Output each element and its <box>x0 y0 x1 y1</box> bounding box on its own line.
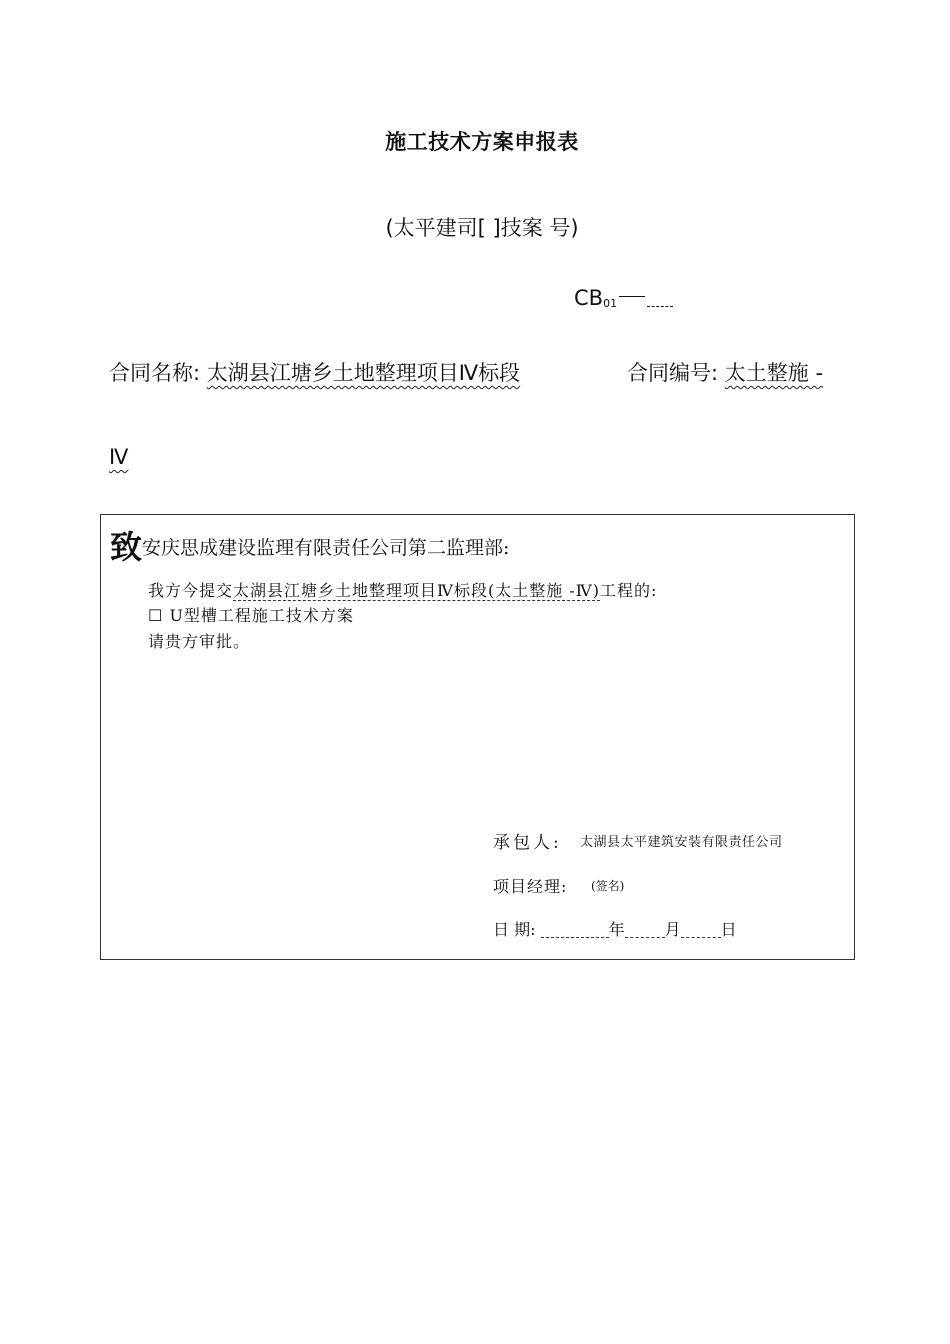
contractor-label: 承包人: <box>493 833 562 853</box>
date-day-label: 日 <box>720 920 737 939</box>
form-code <box>574 286 673 310</box>
plan-item-text: U型槽工程施工技术方案 <box>169 606 354 625</box>
plan-checkbox-icon[interactable]: ☐ <box>148 606 164 625</box>
contractor-value: 太湖县太平建筑安装有限责任公司 <box>580 835 783 850</box>
date-month-field[interactable] <box>625 921 665 938</box>
addressee-prefix: 致 <box>110 528 143 566</box>
form-code-dash <box>619 296 645 297</box>
approval-request: 请贵方审批。 <box>148 632 251 651</box>
form-code-blank <box>647 306 673 307</box>
submission-prefix: 我方今提交 <box>148 581 234 600</box>
addressee-line <box>110 522 509 568</box>
addressee-recipient: 安庆思成建设监理有限责任公司第二监理部: <box>142 537 510 559</box>
submission-project: 太湖县江塘乡土地整理项目Ⅳ标段(太土整施 -Ⅳ) <box>233 581 600 600</box>
date-month-label: 月 <box>664 920 681 939</box>
date-row <box>493 917 737 940</box>
form-subtitle: (太平建司[ ]技案 号) <box>385 216 579 240</box>
contract-no-label: 合同编号: <box>627 361 719 385</box>
project-manager-label: 项目经理: <box>493 877 568 896</box>
date-day-field[interactable] <box>681 921 721 938</box>
date-year-label: 年 <box>608 920 625 939</box>
date-label: 日 期: <box>493 920 536 939</box>
contract-name-value: 太湖县江塘乡土地整理项目Ⅳ标段 <box>206 361 521 385</box>
contract-no-value-continued: Ⅳ <box>109 445 129 469</box>
date-year-field[interactable] <box>541 921 609 938</box>
form-code-sub: 01 <box>603 297 618 310</box>
project-manager-signature: (签名) <box>591 879 625 893</box>
submission-line <box>148 578 657 601</box>
form-title: 施工技术方案申报表 <box>385 130 579 154</box>
contract-name-row <box>109 357 520 387</box>
form-code-main: CB <box>574 286 604 310</box>
plan-item <box>148 603 354 626</box>
submission-suffix: 工程的: <box>599 581 658 600</box>
contract-name-label: 合同名称: <box>109 361 201 385</box>
contract-no-row <box>627 357 823 387</box>
contract-no-value: 太土整施 - <box>724 361 824 385</box>
